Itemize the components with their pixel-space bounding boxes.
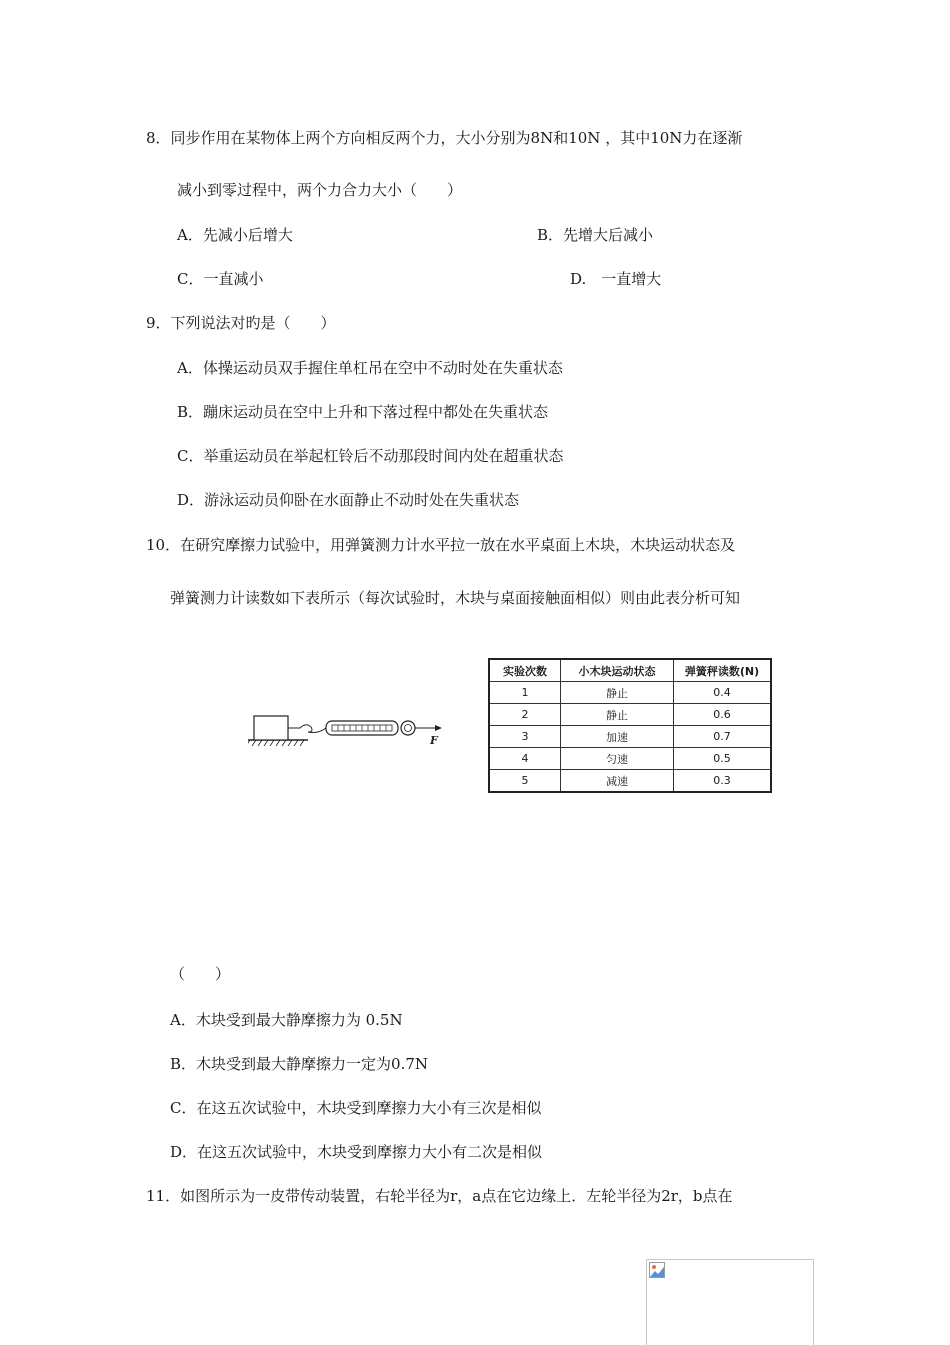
table-cell: 0.4: [674, 682, 772, 704]
spring-scale-figure: [248, 710, 448, 770]
table-cell: 静止: [561, 682, 674, 704]
broken-image-placeholder: [646, 1259, 814, 1345]
experiment-table: [488, 658, 772, 793]
q9-stem: 9．下列说法对旳是（ ）: [146, 314, 336, 332]
force-label: F: [430, 734, 438, 747]
table-row: [489, 748, 771, 770]
force-arrow-head: [435, 725, 442, 731]
q10-option-a: A．木块受到最大静摩擦力为 0.5N: [170, 1011, 403, 1029]
table-row: [489, 726, 771, 748]
table-header: 弹簧秤读数(N): [674, 659, 772, 682]
table-cell: 加速: [561, 726, 674, 748]
table-cell: 0.5: [674, 748, 772, 770]
table-cell: 静止: [561, 704, 674, 726]
q9-option-d: D．游泳运动员仰卧在水面静止不动时处在失重状态: [177, 491, 520, 509]
q8-stem-line1: 8．同步作用在某物体上两个方向相反两个力，大小分别为8N和10N ，其中10N力在逐渐: [146, 129, 743, 147]
q8-option-a: A．先减小后增大: [177, 226, 293, 244]
table-cell: 0.3: [674, 770, 772, 793]
q8-option-d: D. 一直增大: [570, 270, 662, 288]
q8-option-c: C．一直减小: [177, 270, 264, 288]
broken-image-icon: [649, 1262, 665, 1278]
table-cell: 3: [489, 726, 561, 748]
q10-option-b: B．木块受到最大静摩擦力一定为0.7N: [170, 1055, 429, 1073]
table-cell: 0.7: [674, 726, 772, 748]
q11-stem-line1: 11．如图所示为一皮带传动装置，右轮半径为r，a点在它边缘上．左轮半径为2r，b点在: [146, 1187, 733, 1205]
q8-stem-line2: 减小到零过程中，两个力合力大小（ ）: [177, 181, 463, 199]
q8-option-b: B．先增大后减小: [537, 226, 654, 244]
wooden-block: [254, 716, 288, 740]
q10-stem-line2: 弹簧测力计读数如下表所示（每次试验时，木块与桌面接触面相似）则由此表分析可知: [170, 589, 741, 607]
q10-stem-line1: 10．在研究摩擦力试验中，用弹簧测力计水平拉一放在水平桌面上木块，木块运动状态及: [146, 536, 736, 554]
table-cell: 1: [489, 682, 561, 704]
table-header: 实验次数: [489, 659, 561, 682]
q10-option-d: D．在这五次试验中，木块受到摩擦力大小有二次是相似: [170, 1143, 543, 1161]
q10-answer-paren: （ ）: [170, 965, 231, 983]
table-row: [489, 770, 771, 793]
table-header: 小木块运动状态: [561, 659, 674, 682]
q9-option-a: A．体操运动员双手握住单杠吊在空中不动时处在失重状态: [177, 359, 563, 377]
table-row: [489, 682, 771, 704]
table-row: [489, 704, 771, 726]
q9-option-c: C．举重运动员在举起杠铃后不动那段时间内处在超重状态: [177, 447, 564, 465]
table-cell: 4: [489, 748, 561, 770]
q10-option-c: C．在这五次试验中，木块受到摩擦力大小有三次是相似: [170, 1099, 542, 1117]
table-header-row: [489, 659, 771, 682]
table-cell: 0.6: [674, 704, 772, 726]
q9-option-b: B．蹦床运动员在空中上升和下落过程中都处在失重状态: [177, 403, 549, 421]
table-cell: 5: [489, 770, 561, 793]
table-cell: 匀速: [561, 748, 674, 770]
table-cell: 减速: [561, 770, 674, 793]
table-cell: 2: [489, 704, 561, 726]
